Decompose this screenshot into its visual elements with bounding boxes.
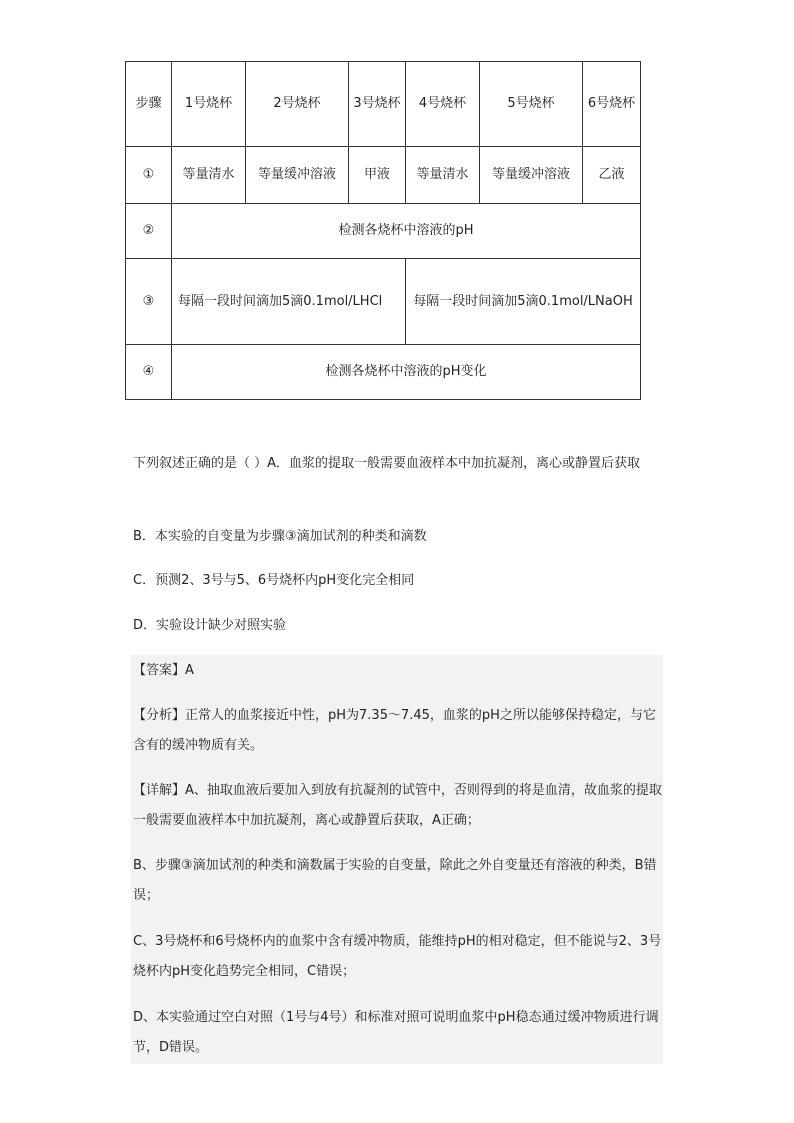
table-row — [126, 147, 641, 204]
step-number: ① — [126, 147, 172, 204]
analysis-text: 【分析】正常人的血浆接近中性，pH为7.35～7.45，血浆的pH之所以能够保持稳定，与它含有的缓冲物质有关。 — [133, 708, 656, 753]
header-beaker-4: 4号烧杯 — [406, 62, 480, 147]
header-beaker-1: 1号烧杯 — [172, 62, 246, 147]
detail-a-text: 【详解】A、抽取血液后要加入到放有抗凝剂的试管中，否则得到的将是血清，故血浆的提取一般需要血液样本中加抗凝剂，离心或静置后获取，A正确； — [133, 783, 662, 828]
table-row — [126, 259, 641, 345]
table-cell: 乙液 — [583, 147, 641, 204]
step-number: ② — [126, 204, 172, 259]
table-cell: 等量清水 — [406, 147, 480, 204]
header-beaker-3: 3号烧杯 — [349, 62, 406, 147]
table-cell: 每隔一段时间滴加5滴0.1mol/LHCl — [172, 259, 406, 345]
header-beaker-2: 2号烧杯 — [246, 62, 349, 147]
table-row — [126, 204, 641, 259]
table-cell: 等量缓冲溶液 — [480, 147, 583, 204]
table-cell: 每隔一段时间滴加5滴0.1mol/LNaOH — [406, 259, 641, 345]
detail-b-text: B、步骤③滴加试剂的种类和滴数属于实验的自变量，除此之外自变量还有溶液的种类，B错误； — [133, 858, 657, 903]
table-cell: 等量清水 — [172, 147, 246, 204]
step-number: ③ — [126, 259, 172, 345]
table-cell: 等量缓冲溶液 — [246, 147, 349, 204]
option-d: D．实验设计缺少对照实验 — [133, 618, 287, 633]
experiment-steps-table — [125, 61, 641, 400]
table-row — [126, 345, 641, 400]
detail-d-text: D、本实验通过空白对照（1号与4号）和标准对照可说明血浆中pH稳态通过缓冲物质进行调节，D错误。 — [133, 1010, 659, 1055]
option-b: B．本实验的自变量为步骤③滴加试剂的种类和滴数 — [133, 529, 427, 544]
table-cell: 检测各烧杯中溶液的pH变化 — [172, 345, 641, 400]
table-cell: 甲液 — [349, 147, 406, 204]
header-beaker-6: 6号烧杯 — [583, 62, 641, 147]
detail-c-text: C、3号烧杯和6号烧杯内的血浆中含有缓冲物质，能维持pH的相对稳定，但不能说与2、3号烧杯内pH变化趋势完全相同，C错误； — [133, 934, 662, 979]
table-header-row — [126, 62, 641, 147]
option-c: C．预测2、3号与5、6号烧杯内pH变化完全相同 — [133, 573, 415, 588]
answer-label: 【答案】A — [133, 663, 194, 678]
step-number: ④ — [126, 345, 172, 400]
header-beaker-5: 5号烧杯 — [480, 62, 583, 147]
header-step: 步骤 — [126, 62, 172, 147]
table-cell: 检测各烧杯中溶液的pH — [172, 204, 641, 259]
question-stem: 下列叙述正确的是（ ）A．血浆的提取一般需要血液样本中加抗凝剂，离心或静置后获取 — [133, 456, 641, 471]
